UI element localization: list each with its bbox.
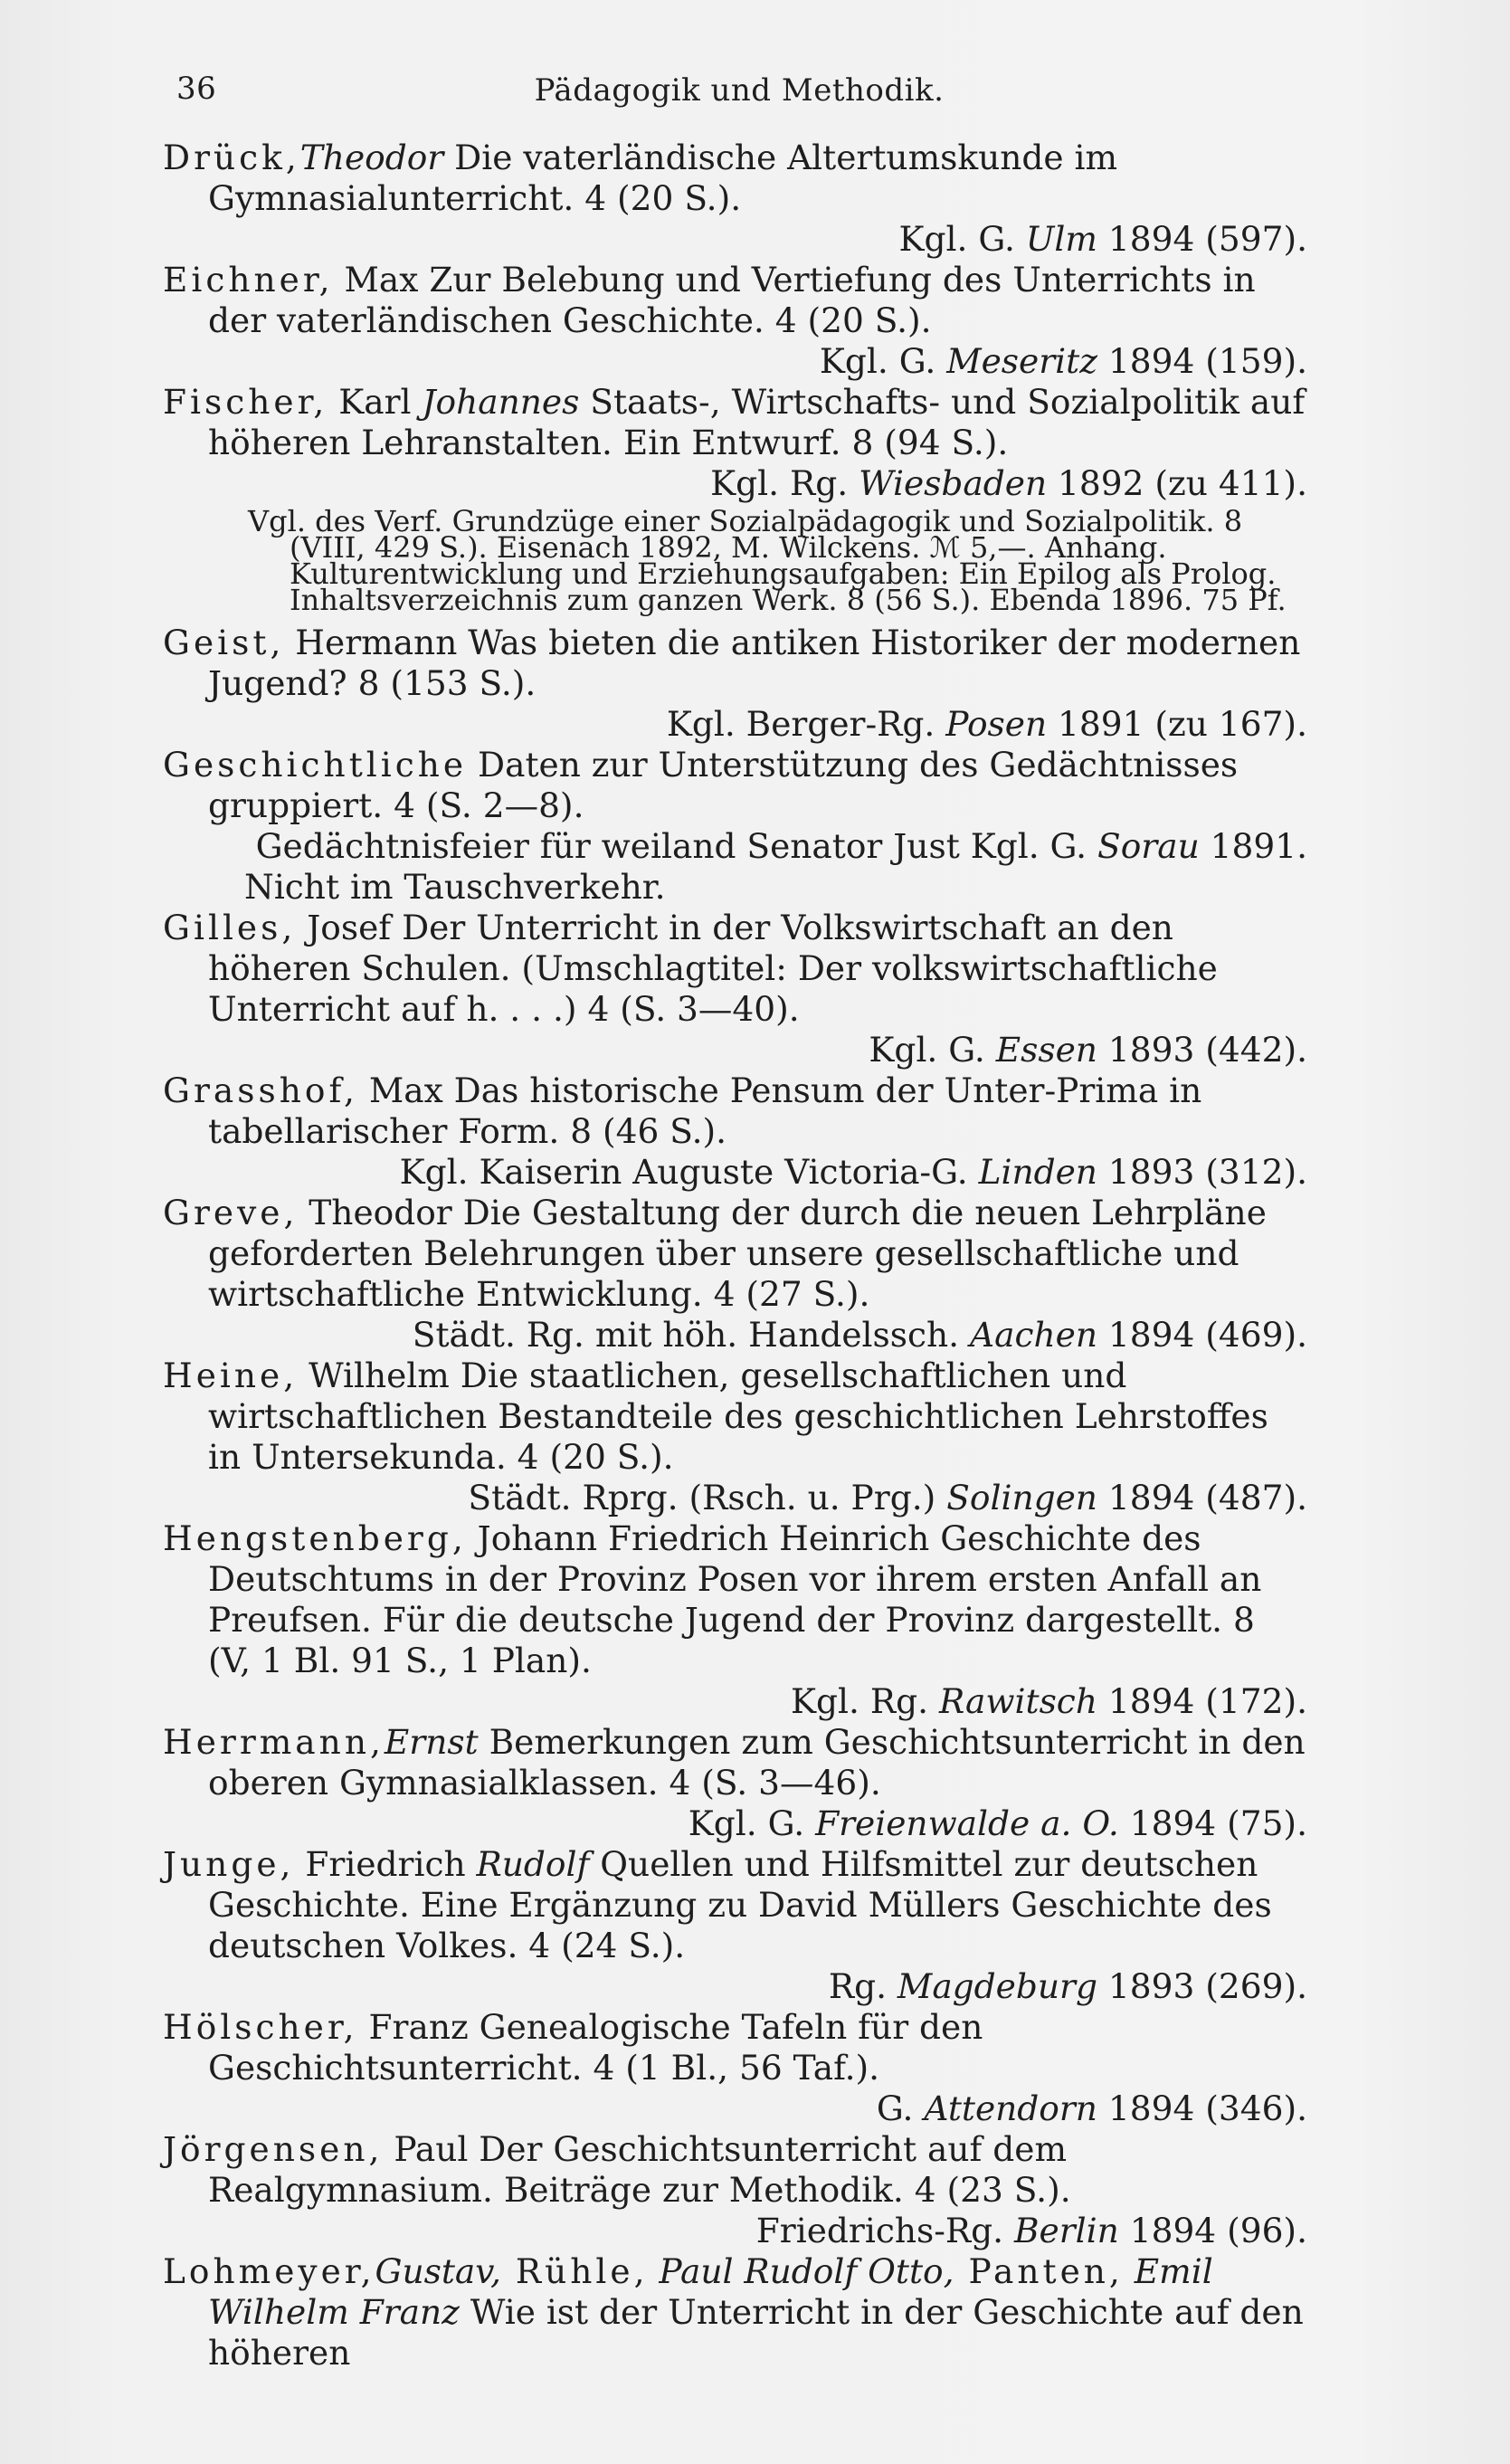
bibliography-list <box>163 138 1307 2374</box>
entry-source <box>208 341 1307 382</box>
entry-author: Hengstenberg, <box>163 1518 467 1558</box>
source-year: 1894 (75). <box>1118 1803 1307 1843</box>
entry-given-name: Johannes <box>422 382 580 422</box>
entry-source <box>208 1152 1307 1193</box>
entry-source <box>208 1803 1307 1844</box>
bib-entry <box>163 908 1307 1070</box>
bib-entry <box>163 1193 1307 1356</box>
source-year: 1891 (zu 167). <box>1047 704 1307 744</box>
entry-title: Franz Genealogische Tafeln für den Geschichtsunterricht. 4 (1 Bl., 56 Taf.). <box>208 2007 983 2088</box>
source-place: Aachen <box>970 1315 1097 1355</box>
source-institution: G. <box>876 2088 925 2128</box>
entry-source <box>208 1966 1307 2007</box>
entry-text: Friedrich <box>294 1844 477 1884</box>
entry-source <box>208 826 1307 867</box>
source-institution: Kgl. G. <box>869 1030 996 1070</box>
entry-author: Rühle, <box>500 2251 649 2291</box>
entry-source <box>208 1030 1307 1070</box>
entry-author: Fischer, <box>163 382 328 422</box>
source-place: Linden <box>978 1152 1097 1192</box>
bib-entry <box>163 1518 1307 1722</box>
source-place: Solingen <box>946 1478 1097 1517</box>
entry-title: Hermann Was bieten die antiken Historiker der modernen Jugend? 8 (153 S.). <box>208 623 1301 703</box>
bib-entry <box>163 1070 1307 1193</box>
entry-given-name: Theodor <box>299 138 444 177</box>
entry-source <box>208 219 1307 260</box>
entry-given-name: Emil Wilhelm Franz <box>208 2251 1213 2332</box>
entry-title: Die vaterländische Altertumskunde im Gymnasialunterricht. 4 (20 S.). <box>208 138 1118 218</box>
source-institution: Kgl. Rg. <box>710 463 859 503</box>
source-institution: Kgl. G. <box>688 1803 816 1843</box>
source-place: Meseritz <box>946 341 1097 381</box>
entry-text: Karl <box>328 382 423 422</box>
source-year: 1893 (269). <box>1097 1966 1307 2006</box>
entry-author: Geschichtliche <box>163 745 468 785</box>
bib-entry <box>163 745 1307 908</box>
entry-author: Lohmeyer, <box>163 2251 375 2291</box>
source-year: 1893 (442). <box>1097 1030 1307 1070</box>
source-institution: Städt. Rprg. (Rsch. u. Prg.) <box>468 1478 947 1517</box>
source-year: 1894 (172). <box>1097 1681 1307 1721</box>
source-place: Rawitsch <box>938 1681 1097 1721</box>
source-institution: Rg. <box>828 1966 897 2006</box>
entry-title: Quellen und Hilfsmittel zur deutschen Geschichte. Eine Ergänzung zu David Müllers Geschichte des deutschen Volkes. 4 (24 S.). <box>208 1844 1272 1965</box>
source-institution: Kgl. Kaiserin Auguste Victoria-G. <box>399 1152 979 1192</box>
running-title: Pädagogik und Methodik. <box>534 72 945 109</box>
entry-title: Wie ist der Unterricht in der Geschichte auf den höheren <box>208 2292 1304 2373</box>
entry-author: Heine, <box>163 1356 299 1395</box>
entry-given-name: Rudolf <box>476 1844 590 1884</box>
bib-entry <box>163 382 1307 504</box>
entry-given-name: Paul Rudolf Otto, <box>648 2251 954 2291</box>
entry-source <box>208 704 1307 745</box>
entry-source <box>208 2088 1307 2129</box>
source-institution: Kgl. G. <box>898 219 1026 259</box>
source-institution: Kgl. Rg. <box>791 1681 939 1721</box>
bib-entry <box>163 138 1307 260</box>
entry-author: Junge, <box>163 1844 295 1884</box>
entry-title: Josef Der Unterricht in der Volkswirtschaft an den höheren Schulen. (Umschlagtitel: Der volkswirtschaftliche Unterricht auf h. . . .) 4 (S. 3—40). <box>208 908 1218 1029</box>
page-number: 36 <box>176 71 217 107</box>
source-institution: Friedrichs-Rg. <box>755 2211 1014 2250</box>
entry-source <box>208 1681 1307 1722</box>
bib-entry <box>163 1722 1307 1844</box>
source-year: 1892 (zu 411). <box>1047 463 1307 503</box>
source-place: Posen <box>945 704 1048 744</box>
entry-source <box>208 463 1307 504</box>
entry-source <box>208 1478 1307 1518</box>
entry-given-name: Gustav, <box>375 2251 501 2291</box>
entry-source <box>208 2211 1307 2251</box>
source-year: 1894 (469). <box>1097 1315 1307 1355</box>
entry-title: Bemerkungen zum Geschichtsunterricht in den oberen Gymnasialklassen. 4 (S. 3—46). <box>208 1722 1306 1803</box>
bib-entry <box>163 1844 1307 2007</box>
entry-author: Panten, <box>954 2251 1124 2291</box>
entry-author: Hölscher, <box>163 2007 358 2047</box>
entry-author: Grasshof, <box>163 1070 358 1110</box>
source-year: 1891. <box>1199 826 1307 866</box>
entry-title: Johann Friedrich Heinrich Geschichte des Deutschtums in der Provinz Posen vor ihrem ersten Anfall an Preufsen. Für die deutsche Jugend der Provinz dargestellt. 8 (V, 1 Bl. 91 S., 1 Plan). <box>208 1518 1262 1680</box>
entry-author: Eichner, <box>163 260 334 300</box>
source-year: 1894 (96). <box>1118 2211 1307 2250</box>
source-place: Magdeburg <box>897 1966 1097 2006</box>
source-institution: Kgl. G. <box>819 341 947 381</box>
entry-given-name: Ernst <box>384 1722 479 1762</box>
entry-author: Herrmann, <box>163 1722 385 1762</box>
entry-author: Drück, <box>163 138 300 177</box>
source-place: Sorau <box>1097 826 1200 866</box>
entry-author: Geist, <box>163 623 285 662</box>
entry-author: Jörgensen, <box>163 2129 384 2169</box>
source-year: 1894 (487). <box>1097 1478 1307 1517</box>
entry-title: Max Das historische Pensum der Unter-Prima in tabellarischer Form. 8 (46 S.). <box>208 1070 1202 1151</box>
entry-source <box>208 1315 1307 1356</box>
source-place: Ulm <box>1025 219 1097 259</box>
source-institution: Kgl. Berger-Rg. <box>666 704 946 744</box>
source-year: 1894 (597). <box>1097 219 1307 259</box>
bib-entry <box>163 2251 1307 2374</box>
bib-entry <box>163 2007 1307 2129</box>
bib-entry <box>163 1356 1307 1518</box>
entry-author: Greve, <box>163 1193 299 1232</box>
source-year: 1894 (346). <box>1097 2088 1307 2128</box>
entry-note: Vgl. des Verf. Grundzüge einer Sozialpädagogik und Sozialpolitik. 8 (VIII, 429 S.). Eisenach 1892, M. Wilckens. ℳ 5,—. Anhang. Kulturentwicklung und Erziehungsaufgaben: Ein Epilog als Prolog. Inhaltsverzeichnis zum ganzen Werk. 8 (56 S.). Ebenda 1896. 75 Pf. <box>248 504 1287 617</box>
entry-title: Daten zur Unterstützung des Gedächtnisses gruppiert. 4 (S. 2—8). <box>208 745 1239 825</box>
source-institution: Städt. Rg. mit höh. Handelssch. <box>412 1315 971 1355</box>
source-institution: Gedächtnisfeier für weiland Senator Just Kgl. G. <box>255 826 1098 866</box>
entry-title: Max Zur Belebung und Vertiefung des Unterrichts in der vaterländischen Geschichte. 4 (20 S.). <box>208 260 1256 340</box>
source-place: Wiesbaden <box>859 463 1048 503</box>
entry-title: Wilhelm Die staatlichen, gesellschaftlichen und wirtschaftlichen Bestandteile des geschichtlichen Lehrstoffes in Untersekunda. 4 (20 S.). <box>208 1356 1268 1477</box>
source-place: Freienwalde a. O. <box>815 1803 1119 1843</box>
bib-entry <box>163 2129 1307 2251</box>
source-place: Essen <box>995 1030 1097 1070</box>
bib-entry <box>163 260 1307 382</box>
entry-title: Staats-, Wirtschafts- und Sozialpolitik auf höheren Lehranstalten. Ein Entwurf. 8 (94 S.). <box>208 382 1306 462</box>
entry-remark: Nicht im Tauschverkehr. <box>244 867 666 907</box>
source-place: Berlin <box>1013 2211 1119 2250</box>
entry-title: Paul Der Geschichtsunterricht auf dem Realgymnasium. Beiträge zur Methodik. 4 (23 S.). <box>208 2129 1071 2210</box>
source-year: 1893 (312). <box>1097 1152 1307 1192</box>
entry-author: Gilles, <box>163 908 297 947</box>
bib-entry <box>163 623 1307 745</box>
entry-title: Theodor Die Gestaltung der durch die neuen Lehrpläne geforderten Belehrungen über unsere gesellschaftliche und wirtschaftliche Entwicklung. 4 (27 S.). <box>208 1193 1267 1314</box>
source-place: Attendorn <box>924 2088 1097 2128</box>
source-year: 1894 (159). <box>1097 341 1307 381</box>
